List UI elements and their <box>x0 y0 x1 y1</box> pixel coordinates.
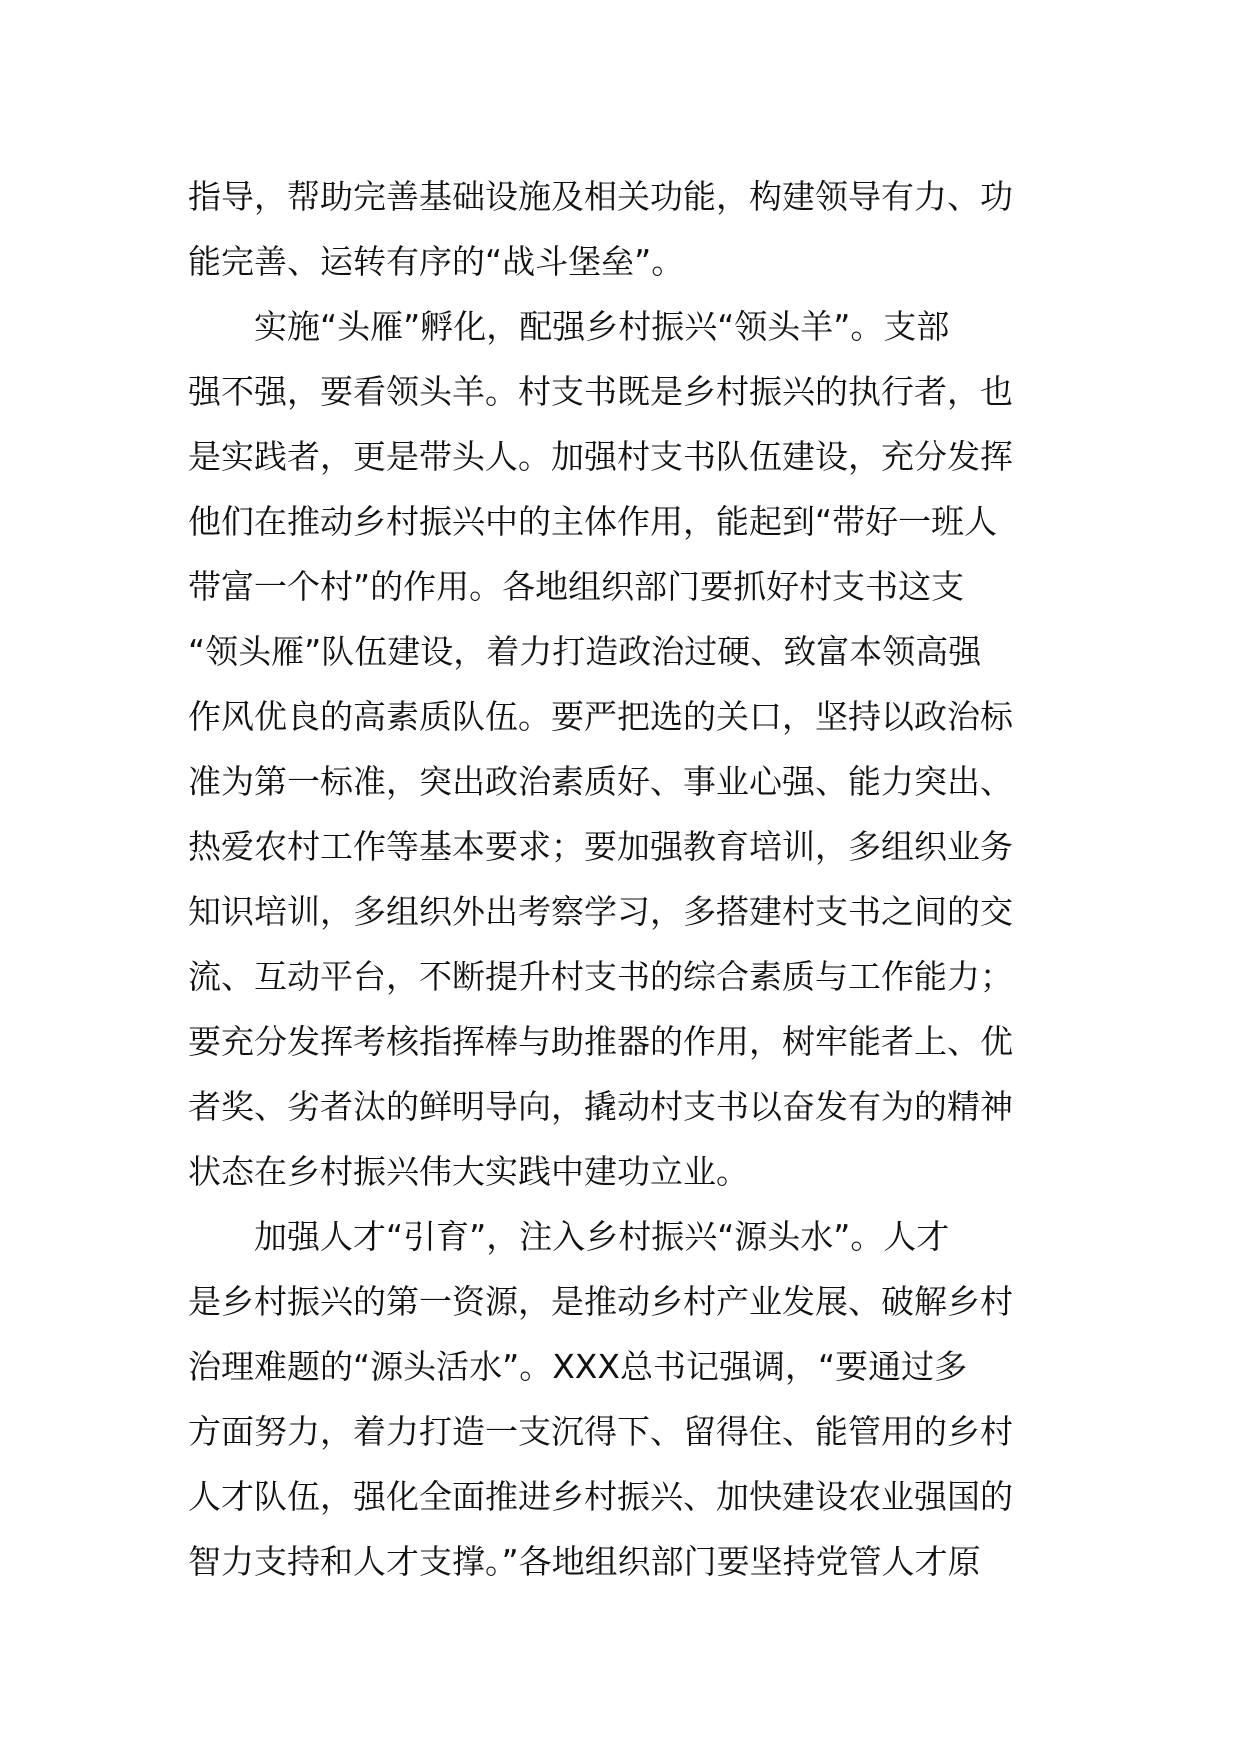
text-line: 能完善、运转有序的“战斗堡垒”。 <box>188 242 685 281</box>
text-line: 者奖、劣者汰的鲜明导向，撬动村支书以奋发有为的精神 <box>188 1087 1013 1126</box>
text-line: 状态在乡村振兴伟大实践中建功立业。 <box>188 1152 749 1191</box>
text-line: 是乡村振兴的第一资源，是推动乡村产业发展、破解乡村 <box>188 1282 1013 1321</box>
text-line: 强不强，要看领头羊。村支书既是乡村振兴的执行者，也 <box>188 372 1013 411</box>
text-line: 带富一个村”的作用。各地组织部门要抓好村支书这支 <box>188 567 965 606</box>
text-line: 智力支持和人才支撑。”各地组织部门要坚持党管人才原 <box>188 1542 981 1581</box>
text-line: 治理难题的“源头活水”。XXX总书记强调，“要通过多 <box>188 1347 968 1386</box>
text-line: 他们在推动乡村振兴中的主体作用，能起到“带好一班人 <box>188 502 998 541</box>
text-line: 作风优良的高素质队伍。要严把选的关口，坚持以政治标 <box>188 697 1013 736</box>
text-line: 流、互动平台，不断提升村支书的综合素质与工作能力； <box>188 957 1013 996</box>
text-line: 准为第一标准，突出政治素质好、事业心强、能力突出、 <box>188 762 1013 801</box>
text-line: 热爱农村工作等基本要求；要加强教育培训，多组织业务 <box>188 827 1013 866</box>
text-line: 要充分发挥考核指挥棒与助推器的作用，树牢能者上、优 <box>188 1022 1013 1061</box>
text-line: 人才队伍，强化全面推进乡村振兴、加快建设农业强国的 <box>188 1477 1013 1516</box>
body-text <box>188 164 1068 1594</box>
text-line: 方面努力，着力打造一支沉得下、留得住、能管用的乡村 <box>188 1412 1013 1451</box>
text-line: 指导，帮助完善基础设施及相关功能，构建领导有力、功 <box>188 177 1013 216</box>
text-line: 加强人才“引育”，注入乡村振兴“源头水”。人才 <box>188 1217 950 1256</box>
text-line: “领头雁”队伍建设，着力打造政治过硬、致富本领高强 <box>188 632 982 671</box>
text-line: 知识培训，多组织外出考察学习，多搭建村支书之间的交 <box>188 892 1013 931</box>
text-line: 是实践者，更是带头人。加强村支书队伍建设，充分发挥 <box>188 437 1013 476</box>
text-line: 实施“头雁”孵化，配强乡村振兴“领头羊”。支部 <box>188 307 950 346</box>
